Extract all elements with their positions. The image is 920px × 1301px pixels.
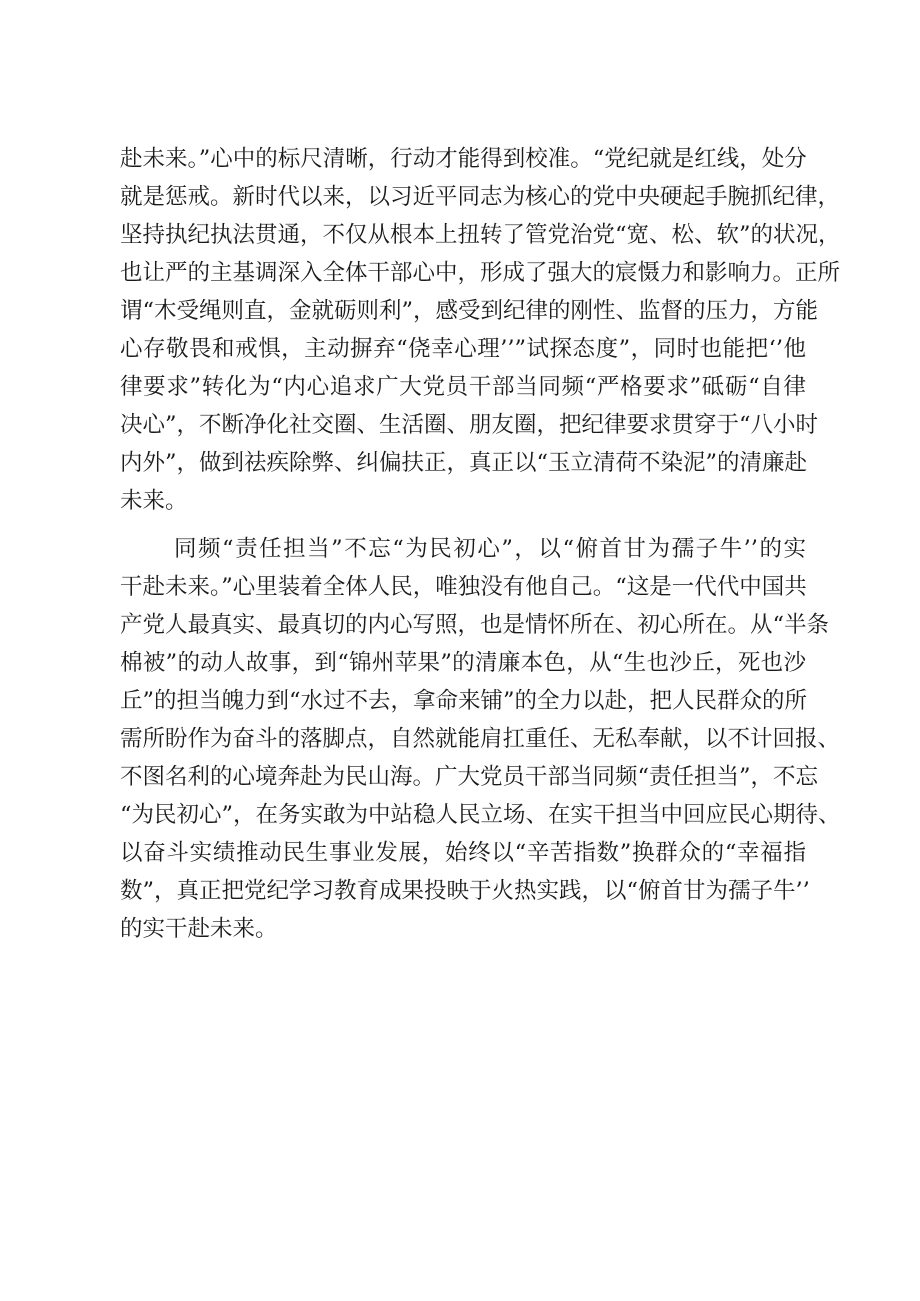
paragraph-line: 干赴未来。”心里装着全体人民，唯独没有他自己。“这是一代代中国共: [120, 574, 807, 600]
paragraph-spacer: [120, 520, 806, 530]
paragraph-line: “为民初心”，在务实敢为中站稳人民立场、在实干担当中回应民心期待、: [120, 802, 841, 828]
paragraph-1: [120, 140, 841, 520]
paragraph-line: 未来。: [120, 488, 188, 514]
paragraph-line: 也让严的主基调深入全体干部心中，形成了强大的宸慑力和影响力。正所: [120, 260, 841, 286]
paragraph-line: 数”，真正把党纪学习教育成果投映于火热实践，以“俯首甘为孺子牛’’: [120, 878, 810, 904]
paragraph-line: 就是惩戒。新时代以来，以习近平同志为核心的党中央硬起手腕抓纪律，: [120, 184, 841, 210]
paragraph-line: 产党人最真实、最真切的内心写照，也是情怀所在、初心所在。从“半条: [120, 612, 830, 638]
paragraph-line: 的实干赴未来。: [120, 916, 278, 942]
paragraph-line: 同频“责任担当”不忘“为民初心”，以“俯首甘为孺子牛’’的实: [174, 536, 806, 562]
paragraph-line: 棉被”的动人故事，到“锦州苹果”的清廉本色，从“生也沙丘，死也沙: [120, 650, 806, 676]
paragraph-line: 决心”，不断净化社交圈、生活圈、朋友圈，把纪律要求贯穿于“八小时: [120, 412, 819, 438]
paragraph-line: 丘”的担当魄力到“水过不去，拿命来铺”的全力以赴，把人民群众的所: [120, 688, 808, 714]
paragraph-line: 赴未来。”心中的标尺清晰，行动才能得到校准。“党纪就是红线，处分: [120, 146, 807, 172]
paragraph-line: 谓“木受绳则直，金就砺则利”，感受到纪律的刚性、监督的压力，方能: [120, 298, 819, 324]
paragraph-line: 律要求”转化为“内心追求广大党员干部当同频“严格要求”砥砺“自律: [120, 374, 806, 400]
paragraph-line: 需所盼作为奋斗的落脚点，自然就能肩扛重任、无私奉献，以不计回报、: [120, 726, 841, 752]
paragraph-line: 坚持执纪执法贯通，不仅从根本上扭转了管党治党“宽、松、软”的状况，: [120, 222, 841, 248]
paragraph-2: [120, 530, 841, 948]
paragraph-line: 心存敬畏和戒惧，主动摒弃“侥幸心理’’”试探态度”，同时也能把‘’他: [120, 336, 806, 362]
paragraph-line: 内外”，做到祛疾除弊、纠偏扶正，真正以“玉立清荷不染泥”的清廉赴: [120, 450, 808, 476]
paragraph-line: 不图名利的心境奔赴为民山海。广大党员干部当同频“责任担当”，不忘: [120, 764, 819, 790]
document-body: [120, 140, 841, 948]
paragraph-line: 以奋斗实绩推动民生事业发展，始终以“辛苦指数”换群众的“幸福指: [120, 840, 806, 866]
